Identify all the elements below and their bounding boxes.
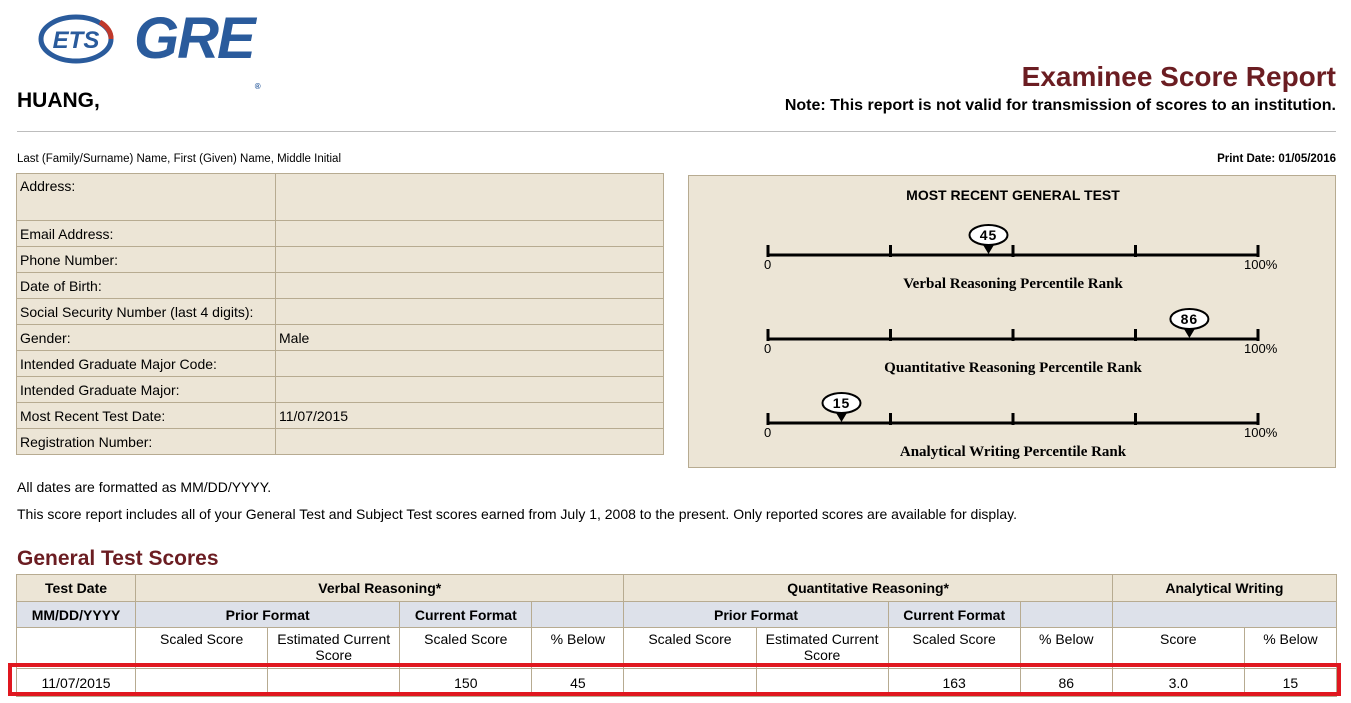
scale-max-label: 100% (1244, 341, 1278, 356)
info-row-gender (17, 325, 664, 351)
scale-min-label: 0 (764, 257, 772, 272)
cell-writing-score: 3.0 (1112, 669, 1244, 697)
print-date: Print Date: 01/05/2016 (1217, 153, 1336, 165)
percentile-value: 86 (1180, 311, 1199, 327)
col-writing-blank (1112, 602, 1336, 628)
col-verbal-prior-scaled: Scaled Score (136, 628, 268, 669)
percentile-rank-name: Analytical Writing Percentile Rank (899, 444, 1127, 460)
info-value: Male (276, 325, 664, 351)
info-label: Registration Number: (17, 429, 276, 455)
cell-quant-below: 86 (1020, 669, 1112, 697)
info-value (276, 247, 664, 273)
percentile-panel (688, 175, 1336, 468)
info-row-major-code (17, 351, 664, 377)
scale-max-label: 100% (1244, 257, 1278, 272)
info-label: Address: (17, 174, 276, 221)
percentile-marker (970, 225, 1008, 254)
col-verbal-prior-estimated: Estimated Current Score (268, 628, 400, 669)
cell-test-date: 11/07/2015 (17, 669, 136, 697)
cell-verbal-current-scaled: 150 (400, 669, 532, 697)
score-scope-note: This score report includes all of your General Test and Subject Test scores earned from July 1, 2008 to the present. Only reported scores are available for display. (17, 506, 1017, 522)
percentile-value: 15 (832, 395, 851, 411)
cell-writing-below: 15 (1244, 669, 1336, 697)
scale-max-label: 100% (1244, 425, 1278, 440)
col-verbal-below: % Below (532, 628, 624, 669)
info-value (276, 273, 664, 299)
date-format-note: All dates are formatted as MM/DD/YYYY. (17, 479, 272, 495)
col-quant-prior-format: Prior Format (624, 602, 888, 628)
header-divider (17, 131, 1336, 132)
info-label: Intended Graduate Major Code: (17, 351, 276, 377)
info-row-phone (17, 247, 664, 273)
col-quantitative-reasoning: Quantitative Reasoning* (624, 575, 1112, 602)
col-writing-below: % Below (1244, 628, 1336, 669)
col-quant-current-scaled: Scaled Score (888, 628, 1020, 669)
examinee-name: HUANG, (17, 89, 100, 112)
scale-min-label: 0 (764, 341, 772, 356)
info-row-address (17, 174, 664, 221)
info-label: Social Security Number (last 4 digits): (17, 299, 276, 325)
col-verbal-current-format: Current Format (400, 602, 532, 628)
ets-logo (38, 12, 114, 66)
col-writing-score: Score (1112, 628, 1244, 669)
percentile-marker (823, 393, 861, 422)
svg-text:ETS: ETS (52, 27, 100, 54)
info-value: 11/07/2015 (276, 403, 664, 429)
scores-header-row-1 (17, 575, 1337, 602)
info-value (276, 299, 664, 325)
info-label: Date of Birth: (17, 273, 276, 299)
info-row-major (17, 377, 664, 403)
info-label: Gender: (17, 325, 276, 351)
name-caption: Last (Family/Surname) Name, First (Given) Name, Middle Initial (17, 153, 341, 165)
col-test-date: Test Date (17, 575, 136, 602)
col-verbal-current-scaled: Scaled Score (400, 628, 532, 669)
col-date-format: MM/DD/YYYY (17, 602, 136, 628)
cell-verbal-below: 45 (532, 669, 624, 697)
info-row-email (17, 221, 664, 247)
gre-logo: GRE® (134, 6, 259, 91)
col-verbal-prior-format: Prior Format (136, 602, 400, 628)
col-quant-blank (1020, 602, 1112, 628)
col-analytical-writing: Analytical Writing (1112, 575, 1336, 602)
info-row-test-date (17, 403, 664, 429)
percentile-value: 45 (979, 227, 998, 243)
col-verbal-reasoning: Verbal Reasoning* (136, 575, 624, 602)
info-value (276, 174, 664, 221)
percentile-rank-name: Verbal Reasoning Percentile Rank (903, 276, 1123, 292)
percentile-panel-title: MOST RECENT GENERAL TEST (906, 187, 1120, 203)
general-test-scores-title: General Test Scores (17, 547, 219, 570)
percentile-marker (1170, 309, 1208, 338)
col-quant-current-format: Current Format (888, 602, 1020, 628)
score-row-highlight (8, 663, 1341, 696)
info-value (276, 377, 664, 403)
scores-header-row-2 (17, 602, 1337, 628)
scale-min-label: 0 (764, 425, 772, 440)
info-label: Intended Graduate Major: (17, 377, 276, 403)
info-row-dob (17, 273, 664, 299)
report-title: Examinee Score Report (1021, 61, 1336, 92)
info-row-ssn (17, 299, 664, 325)
info-value (276, 429, 664, 455)
info-label: Most Recent Test Date: (17, 403, 276, 429)
col-quant-prior-estimated: Estimated Current Score (756, 628, 888, 669)
info-label: Email Address: (17, 221, 276, 247)
info-value (276, 221, 664, 247)
info-row-registration (17, 429, 664, 455)
info-value (276, 351, 664, 377)
cell-quant-current-scaled: 163 (888, 669, 1020, 697)
percentile-rank-name: Quantitative Reasoning Percentile Rank (884, 360, 1142, 376)
examinee-info-table (16, 173, 664, 455)
report-note: Note: This report is not valid for transmission of scores to an institution. (784, 97, 1336, 114)
col-quant-below: % Below (1020, 628, 1112, 669)
col-quant-prior-scaled: Scaled Score (624, 628, 756, 669)
info-label: Phone Number: (17, 247, 276, 273)
col-verbal-blank (532, 602, 624, 628)
